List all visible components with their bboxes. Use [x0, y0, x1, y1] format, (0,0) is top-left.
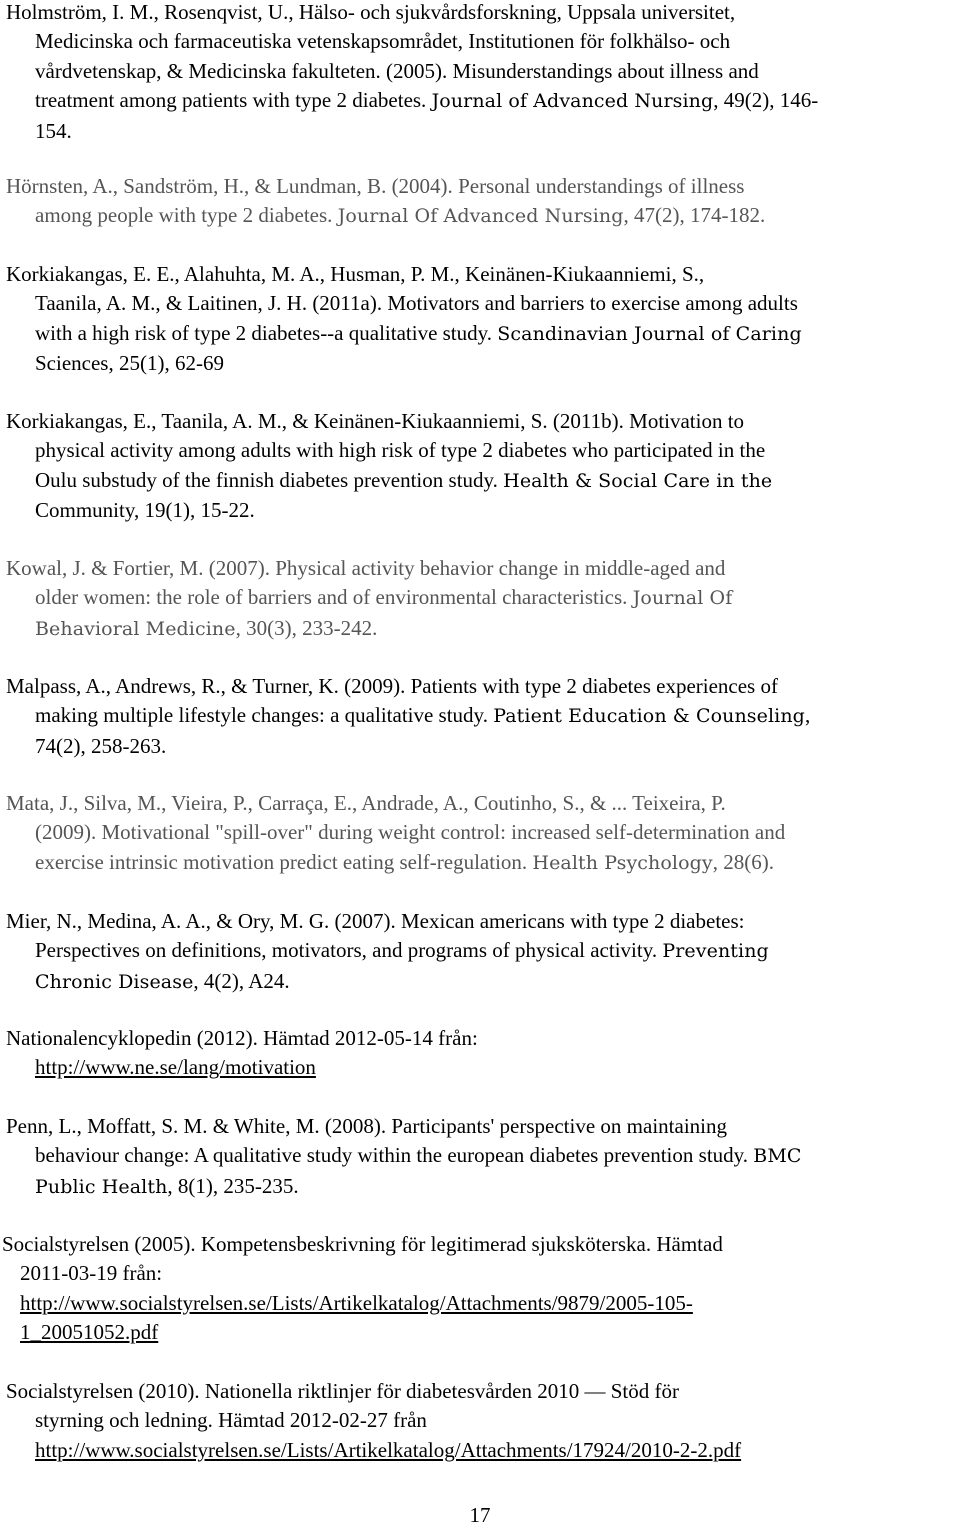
ref-journal: Health & Social Care in the	[503, 469, 773, 492]
ref-journal: Journal Of	[632, 587, 733, 610]
ref-text: treatment among patients with type 2 diabetes.	[35, 88, 432, 113]
ref-line	[6, 614, 732, 644]
ref-journal: BMC	[753, 1145, 802, 1168]
ref-text: Perspectives on definitions, motivators, and programs of physical activity.	[35, 938, 663, 963]
ref-line	[6, 848, 785, 878]
ref-line	[6, 1172, 802, 1202]
ref-line	[6, 967, 769, 997]
ref-line	[6, 201, 765, 231]
ref-line	[6, 1053, 478, 1082]
ne-motivation-link[interactable]: http://www.ne.se/lang/motivation	[35, 1055, 316, 1080]
ref-text: older women: the role of barriers and of environmental characteristics.	[35, 585, 633, 610]
ref-line: Malpass, A., Andrews, R., & Turner, K. (2009). Patients with type 2 diabetes experiences of	[6, 674, 778, 698]
ref-line	[6, 86, 818, 116]
reference-kowal	[6, 554, 732, 644]
ref-line: Korkiakangas, E., Taanila, A. M., & Keinänen-Kiukaanniemi, S. (2011b). Motivation to	[6, 409, 745, 433]
ref-volume: , 30(3), 233-242.	[235, 615, 378, 640]
ref-volume: , 28(6).	[712, 849, 774, 874]
ref-text: behaviour change: A qualitative study within the european diabetes prevention study.	[35, 1143, 754, 1168]
reference-socialstyrelsen-2005	[2, 1230, 723, 1348]
ref-line	[2, 1289, 723, 1318]
ref-journal: Preventing	[662, 940, 769, 963]
ref-volume: , 49(2), 146-	[713, 88, 819, 113]
ref-text: Medicinska och farmaceutiska vetenskapsområdet, Institutionen för folkhälso- och	[35, 29, 731, 54]
ref-line: 74(2), 258-263.	[35, 733, 167, 758]
ref-text: with a high risk of type 2 diabetes--a qualitative study.	[35, 320, 498, 345]
ref-line: 154.	[35, 118, 72, 143]
ref-line	[6, 172, 765, 201]
ref-line	[6, 1436, 741, 1465]
ref-line: styrning och ledning. Hämtad 2012-02-27 från	[35, 1408, 427, 1433]
ref-line: Sciences, 25(1), 62-69	[35, 351, 224, 376]
ref-line	[6, 583, 732, 613]
reference-penn	[6, 1112, 802, 1202]
ref-volume: , 8(1), 235-235.	[167, 1173, 299, 1198]
ref-line: Penn, L., Moffatt, S. M. & White, M. (2008). Participants' perspective on maintaining	[6, 1114, 727, 1138]
reference-mier	[6, 907, 769, 997]
ref-title: Misunderstandings about illness and	[452, 58, 759, 83]
ref-journal: Journal of Advanced Nursing	[431, 90, 714, 113]
ref-line: physical activity among adults with high risk of type 2 diabetes who participated in the	[35, 438, 766, 463]
ref-line: Holmström, I. M., Rosenqvist, U., Hälso- och sjukvårdsforskning, Uppsala universitet,	[6, 0, 736, 24]
ref-authors: Hörnsten, A., Sandström, H., & Lundman, B. (2004).	[6, 174, 459, 198]
reference-nationalencyklopedin	[6, 1024, 478, 1083]
ref-text: exercise intrinsic motivation predict eating self-regulation.	[35, 849, 533, 874]
ref-line	[6, 936, 769, 966]
ref-line	[6, 466, 772, 496]
socialstyrelsen-2005-link[interactable]: http://www.socialstyrelsen.se/Lists/Artikelkatalog/Attachments/9879/2005-105-	[20, 1290, 693, 1315]
ref-line: Kowal, J. & Fortier, M. (2007). Physical activity behavior change in middle-aged and	[6, 556, 726, 580]
ref-line	[6, 701, 810, 731]
ref-line: 2011-03-19 från:	[20, 1261, 163, 1286]
ref-title: Personal understandings of illness	[458, 174, 745, 198]
ref-text: making multiple lifestyle changes: a qualitative study.	[35, 703, 494, 728]
ref-journal: Health Psychology	[532, 851, 713, 874]
reference-hornsten	[6, 172, 765, 232]
socialstyrelsen-2005-link-cont[interactable]: 1_20051052.pdf	[20, 1320, 159, 1345]
ref-line	[6, 1141, 802, 1171]
ref-journal: Journal Of Advanced Nursing	[337, 205, 624, 228]
reference-korkiakangas-2011a	[6, 260, 802, 379]
ref-journal: Scandinavian Journal of Caring	[497, 322, 802, 345]
ref-line	[6, 57, 818, 86]
reference-korkiakangas-2011b	[6, 407, 772, 526]
ref-line	[6, 319, 802, 349]
reference-holmstrom	[6, 0, 818, 146]
ref-line	[6, 27, 818, 56]
reference-mata	[6, 789, 785, 878]
ref-volume: , 47(2), 174-182.	[623, 203, 766, 228]
ref-punct: ,	[804, 703, 811, 728]
ref-journal: Public Health	[35, 1175, 168, 1198]
reference-socialstyrelsen-2010	[6, 1377, 741, 1465]
ref-line: Socialstyrelsen (2010). Nationella riktlinjer för diabetesvården 2010 — Stöd för	[6, 1379, 679, 1403]
ref-volume: , 4(2), A24.	[193, 968, 290, 993]
reference-malpass	[6, 672, 810, 761]
ref-journal: Patient Education & Counseling	[493, 705, 805, 728]
ref-line: Mata, J., Silva, M., Vieira, P., Carraça, E., Andrade, A., Coutinho, S., & ... Teixeira, P.	[6, 791, 726, 815]
ref-journal: Behavioral Medicine	[35, 617, 236, 640]
ref-journal: Chronic Disease	[35, 970, 194, 993]
ref-line: Mier, N., Medina, A. A., & Ory, M. G. (2007). Mexican americans with type 2 diabetes:	[6, 909, 745, 933]
page-number: 17	[469, 1503, 491, 1527]
socialstyrelsen-2010-link[interactable]: http://www.socialstyrelsen.se/Lists/Artikelkatalog/Attachments/17924/2010-2-2.pdf	[35, 1437, 742, 1462]
ref-line: Nationalencyklopedin (2012). Hämtad 2012-05-14 från:	[6, 1026, 478, 1050]
ref-line: Taanila, A. M., & Laitinen, J. H. (2011a). Motivators and barriers to exercise among adults	[35, 291, 798, 316]
ref-text: among people with type 2 diabetes.	[35, 203, 338, 228]
ref-line	[2, 1318, 723, 1347]
ref-line: Socialstyrelsen (2005). Kompetensbeskrivning för legitimerad sjuksköterska. Hämtad	[2, 1232, 723, 1256]
ref-line: (2009). Motivational "spill-over" during weight control: increased self-determination and	[35, 820, 786, 845]
ref-line: Community, 19(1), 15-22.	[35, 498, 255, 523]
ref-line: Korkiakangas, E. E., Alahuhta, M. A., Husman, P. M., Keinänen-Kiukaanniemi, S.,	[6, 262, 705, 286]
ref-text: Oulu substudy of the finnish diabetes prevention study.	[35, 467, 504, 492]
ref-text: vårdvetenskap, & Medicinska fakulteten. (2005).	[35, 58, 453, 83]
